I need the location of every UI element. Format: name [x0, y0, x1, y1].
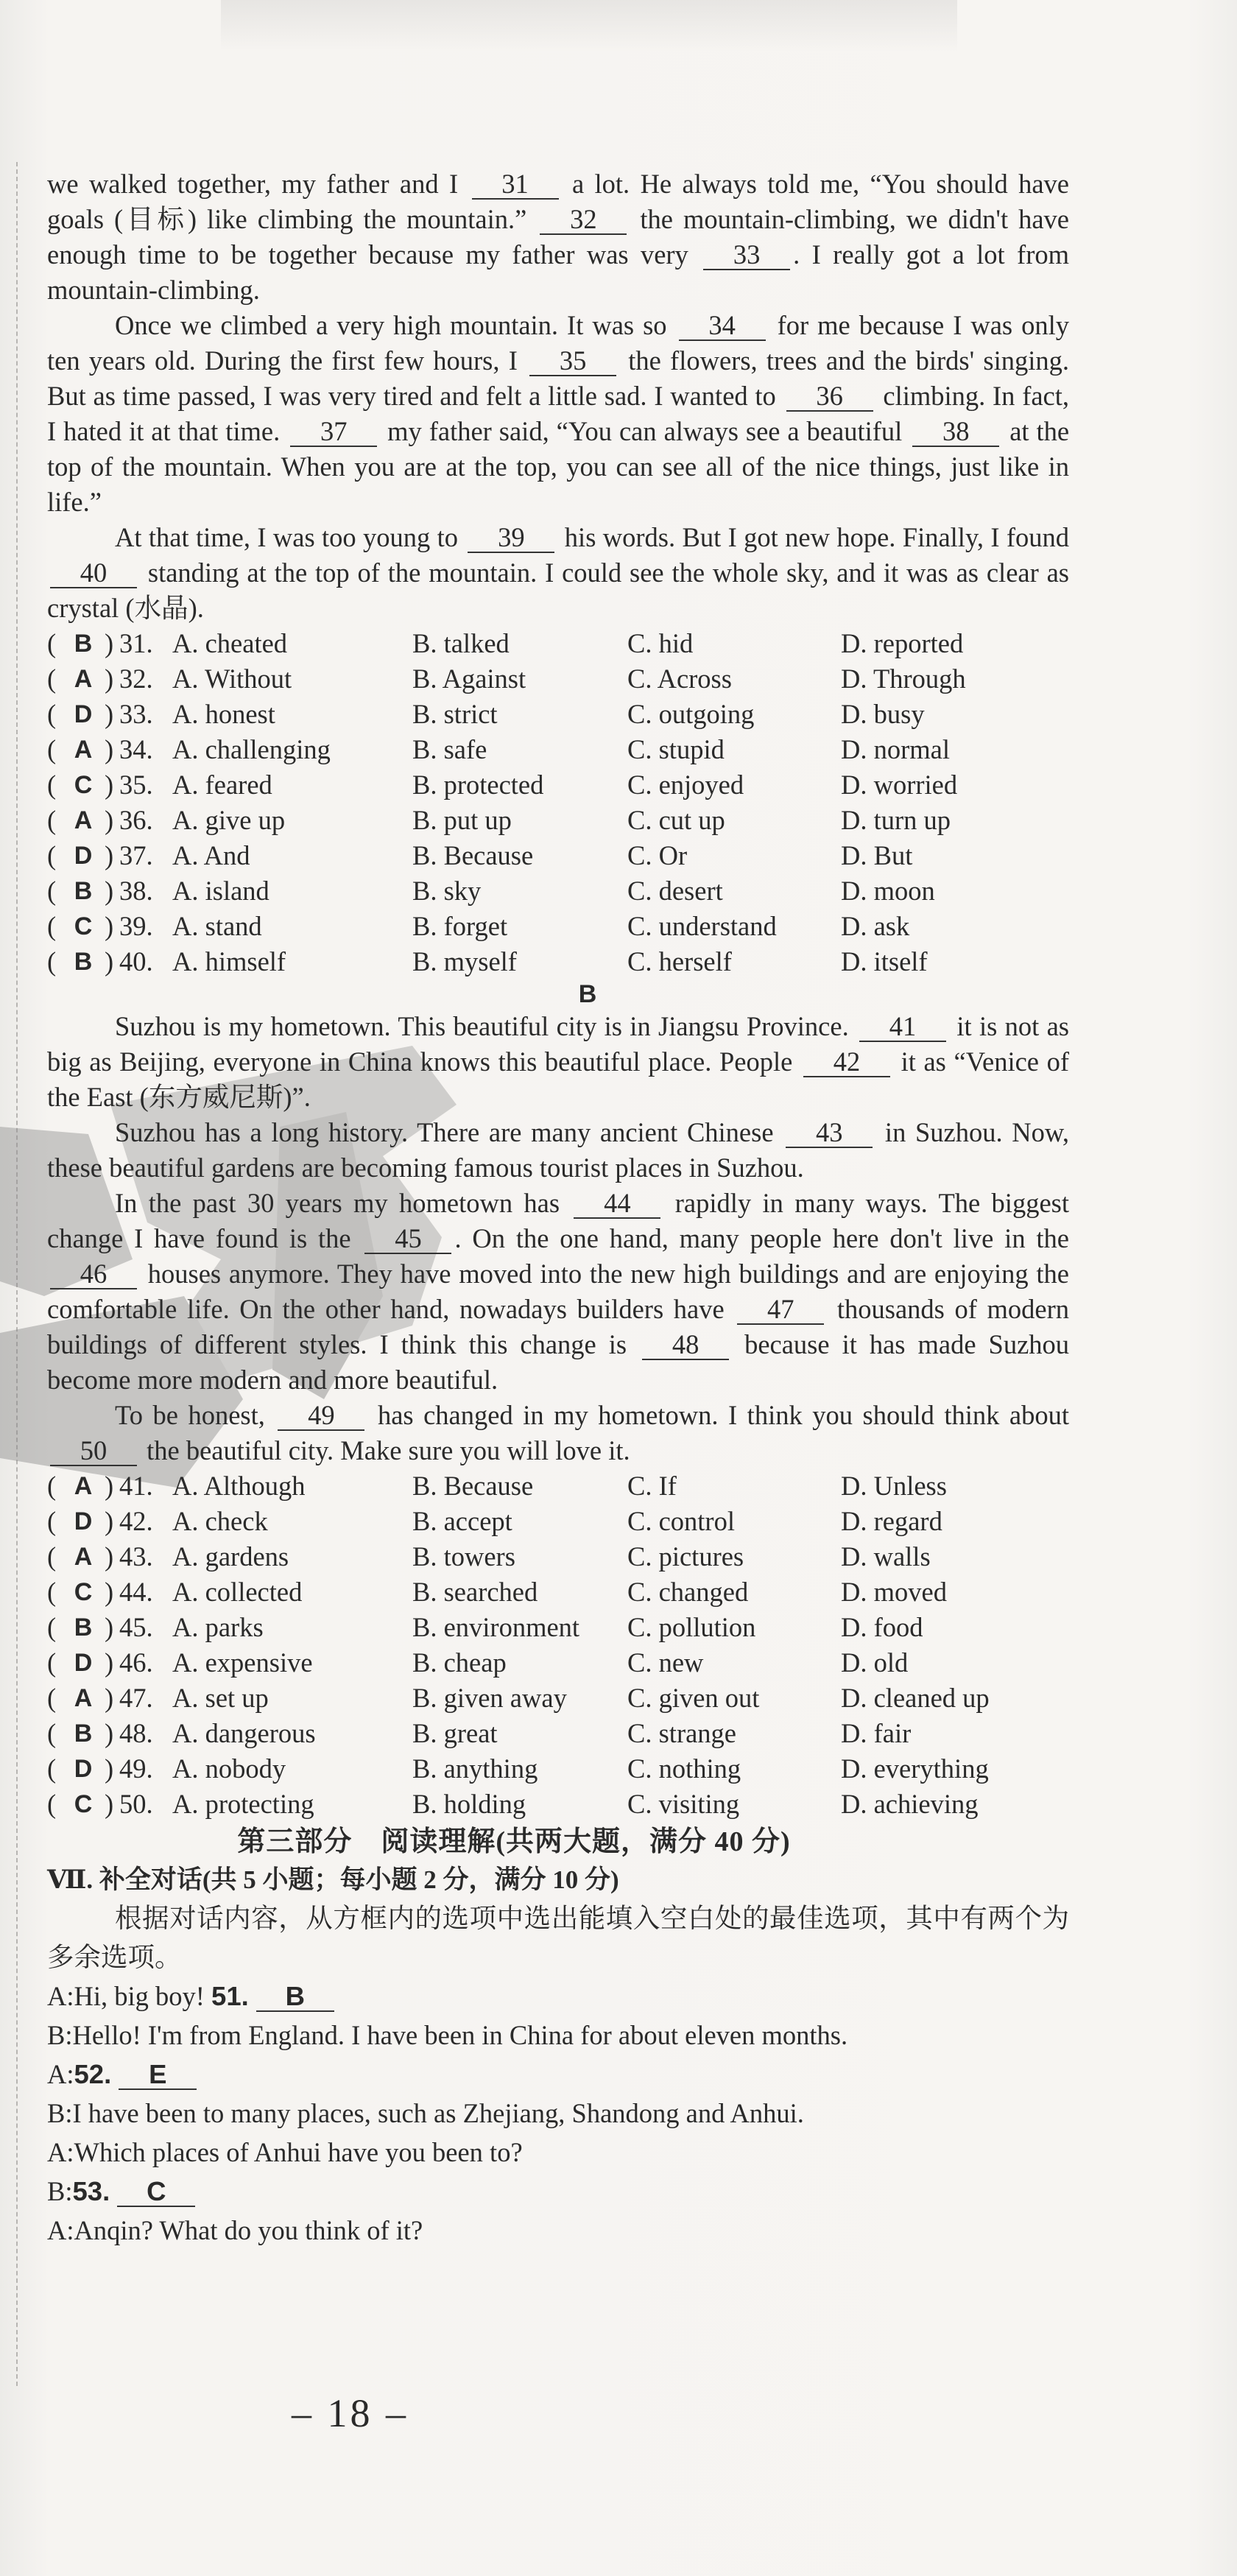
blank-45: 45 [364, 1225, 451, 1254]
question-number: 50. [119, 1789, 153, 1819]
option-row [47, 1716, 1069, 1751]
text-run: my father said, “You can always see a beautiful [387, 416, 903, 446]
option-d: D. old [841, 1647, 909, 1678]
answer-slot [47, 909, 172, 944]
question-number: 42. [119, 1506, 153, 1536]
text-run: it is not as big as Beijing, everyone in China knows this beautiful place. People [47, 1011, 1069, 1077]
blank-42: 42 [803, 1048, 890, 1077]
paren-open: ( [47, 1506, 57, 1536]
answer-letter: C [74, 771, 93, 799]
answer-letter: C [74, 912, 93, 940]
option-d: D. walls [841, 1541, 931, 1572]
paren-close: ) [105, 1506, 114, 1536]
option-c: C. outgoing [627, 699, 755, 729]
option-row [47, 944, 1069, 979]
answer-letter: A [74, 1543, 93, 1571]
answer-slot [47, 803, 172, 838]
option-a: A. check [172, 1506, 268, 1536]
paren-close: ) [105, 628, 114, 658]
blank-34: 34 [679, 312, 766, 341]
option-c: C. enjoyed [627, 770, 744, 800]
text-run: . On the one hand, many people here don't live in the [454, 1223, 1069, 1253]
question-number: 46. [119, 1647, 153, 1678]
option-d: D. busy [841, 699, 925, 729]
option-a: A. gardens [172, 1541, 289, 1572]
answer-slot [47, 1645, 172, 1681]
scan-shadow [221, 0, 957, 52]
paren-open: ( [47, 1647, 57, 1678]
paren-close: ) [105, 805, 114, 835]
option-c: C. stupid [627, 734, 725, 764]
answer-slot [47, 767, 172, 803]
answer-slot [47, 1539, 172, 1574]
option-c: C. nothing [627, 1753, 741, 1784]
question-number: 37. [119, 840, 153, 870]
exam-content [47, 166, 1069, 2250]
answer-letter: D [74, 1649, 93, 1677]
speaker: A: [47, 1981, 74, 2011]
blank-number: 52. [74, 2059, 112, 2089]
option-a: A. honest [172, 699, 275, 729]
option-d: D. cleaned up [841, 1683, 990, 1713]
paren-close: ) [105, 1577, 114, 1607]
option-d: D. moved [841, 1577, 947, 1607]
passage-b-paragraph-4 [47, 1398, 1069, 1468]
option-row [47, 803, 1069, 838]
paren-open: ( [47, 946, 57, 976]
paren-close: ) [105, 840, 114, 870]
dialogue-text: Anqin? What do you think of it? [74, 2215, 423, 2245]
blank-49: 49 [278, 1401, 364, 1431]
speaker: A: [47, 2215, 74, 2245]
speaker: A: [47, 2137, 74, 2167]
dialogue-line [47, 2094, 1069, 2133]
option-a: A. Without [172, 664, 292, 694]
option-c: C. herself [627, 946, 732, 976]
option-a: A. give up [172, 805, 286, 835]
blank-44: 44 [574, 1189, 660, 1219]
option-c: C. understand [627, 911, 777, 941]
option-d: D. food [841, 1612, 923, 1642]
paren-close: ) [105, 1789, 114, 1819]
paren-close: ) [105, 1718, 114, 1748]
dialogue-line [47, 2211, 1069, 2250]
page-number: – 18 – [292, 2391, 409, 2435]
option-b: B. accept [412, 1506, 512, 1536]
paren-open: ( [47, 734, 57, 764]
paren-close: ) [105, 734, 114, 764]
answer-letter: B [74, 1720, 93, 1748]
option-c: C. strange [627, 1718, 736, 1748]
option-b: B. protected [412, 770, 544, 800]
text-run: Suzhou is my hometown. This beautiful city is in Jiangsu Province. [115, 1011, 849, 1041]
option-row [47, 767, 1069, 803]
text-run: . I really got a lot from mountain-climbing. [47, 239, 1069, 305]
passage-a-paragraph-1 [47, 166, 1069, 308]
option-a: A. stand [172, 911, 262, 941]
answer-blank: C [117, 2178, 195, 2207]
dialogue-text: Hello! I'm from England. I have been in China for about eleven months. [72, 2020, 848, 2050]
answer-slot [47, 1681, 172, 1716]
blank-number: 51. [211, 1981, 249, 2011]
dialogue-text: I have been to many places, such as Zhejiang, Shandong and Anhui. [72, 2098, 804, 2128]
option-row [47, 626, 1069, 661]
blank-48: 48 [642, 1331, 729, 1360]
option-row [47, 1574, 1069, 1610]
option-row [47, 1539, 1069, 1574]
paren-open: ( [47, 1577, 57, 1607]
option-c: C. desert [627, 876, 723, 906]
option-d: D. turn up [841, 805, 951, 835]
text-run: the mountain-climbing, we didn't have enough time to be together because my father was very [47, 204, 1070, 270]
option-b: B. cheap [412, 1647, 507, 1678]
option-c: C. new [627, 1647, 704, 1678]
option-d: D. Unless [841, 1471, 947, 1501]
text-run: thousands of modern buildings of different styles. I think this change is [47, 1294, 1070, 1359]
option-a: A. set up [172, 1683, 269, 1713]
dialogue-line [47, 2172, 1069, 2211]
option-d: D. ask [841, 911, 910, 941]
answer-slot [47, 1468, 172, 1504]
option-row [47, 909, 1069, 944]
text-run: it as “Venice of the East (东方威尼斯)”. [47, 1046, 1070, 1112]
option-row [47, 1751, 1069, 1787]
option-d: D. worried [841, 770, 958, 800]
question-number: 49. [119, 1753, 153, 1784]
text-run: his words. But I got new hope. Finally, I found [564, 522, 1069, 552]
option-row [47, 1681, 1069, 1716]
paren-close: ) [105, 946, 114, 976]
options-list-41-50 [47, 1468, 1069, 1822]
paren-open: ( [47, 699, 57, 729]
question-number: 38. [119, 876, 153, 906]
option-b: B. anything [412, 1753, 538, 1784]
option-b: B. forget [412, 911, 508, 941]
answer-letter: D [74, 842, 93, 870]
answer-letter: B [74, 630, 93, 658]
option-b: B. Against [412, 664, 526, 694]
question-number: 35. [119, 770, 153, 800]
option-b: B. safe [412, 734, 487, 764]
option-b: B. Because [412, 840, 534, 870]
paren-close: ) [105, 1683, 114, 1713]
blank-37: 37 [290, 418, 377, 447]
question-number: 39. [119, 911, 153, 941]
option-a: A. Although [172, 1471, 306, 1501]
text-run: has changed in my hometown. I think you should think about [377, 1400, 1069, 1430]
question-number: 43. [119, 1541, 153, 1572]
option-d: D. regard [841, 1506, 942, 1536]
option-c: C. pictures [627, 1541, 744, 1572]
option-c: C. pollution [627, 1612, 756, 1642]
options-list-31-40 [47, 626, 1069, 979]
blank-33: 33 [703, 241, 790, 270]
answer-letter: C [74, 1578, 93, 1606]
paren-close: ) [105, 770, 114, 800]
option-b: B. great [412, 1718, 498, 1748]
question-number: 34. [119, 734, 153, 764]
blank-36: 36 [786, 382, 873, 412]
paren-open: ( [47, 770, 57, 800]
option-c: C. given out [627, 1683, 760, 1713]
option-a: A. himself [172, 946, 286, 976]
text-run: a lot. He always told me, “You should have goals (目标) like climbing the mountain.” [47, 169, 1069, 234]
section-instruction: 根据对话内容，从方框内的选项中选出能填入空白处的最佳选项，其中有两个为多余选项。 [47, 1903, 1069, 1972]
passage-b-heading: B [578, 980, 597, 1008]
question-number: 36. [119, 805, 153, 835]
speaker: B: [47, 2098, 73, 2128]
blank-39: 39 [468, 524, 554, 553]
passage-b-paragraph-2 [47, 1115, 1069, 1186]
option-row [47, 697, 1069, 732]
option-row [47, 1645, 1069, 1681]
answer-letter: A [74, 806, 93, 834]
blank-35: 35 [529, 347, 616, 376]
answer-letter: D [74, 1755, 93, 1783]
text-run: houses anymore. They have moved into the new high buildings and are enjoying the comfortable life. On the other hand, nowadays builders have [47, 1259, 1069, 1324]
answer-slot [47, 697, 172, 732]
option-c: C. changed [627, 1577, 749, 1607]
paren-open: ( [47, 911, 57, 941]
answer-letter: A [74, 1684, 93, 1712]
dialogue [47, 1977, 1069, 2250]
blank-41: 41 [859, 1013, 946, 1042]
question-number: 45. [119, 1612, 153, 1642]
paren-close: ) [105, 1612, 114, 1642]
option-a: A. parks [172, 1612, 264, 1642]
paren-close: ) [105, 1753, 114, 1784]
option-row [47, 1468, 1069, 1504]
option-d: D. fair [841, 1718, 912, 1748]
answer-slot [47, 873, 172, 909]
answer-letter: A [74, 736, 93, 764]
option-row [47, 1787, 1069, 1822]
paren-open: ( [47, 628, 57, 658]
paren-open: ( [47, 876, 57, 906]
blank-38: 38 [912, 418, 999, 447]
option-row [47, 838, 1069, 873]
option-b: B. sky [412, 876, 482, 906]
option-c: C. visiting [627, 1789, 740, 1819]
answer-letter: D [74, 1507, 93, 1535]
dialogue-text: Which places of Anhui have you been to? [74, 2137, 523, 2167]
text-run: the beautiful city. Make sure you will love it. [147, 1435, 630, 1465]
dialogue-line [47, 2016, 1069, 2055]
option-row [47, 1610, 1069, 1645]
option-b: B. environment [412, 1612, 580, 1642]
answer-slot [47, 944, 172, 979]
option-b: B. talked [412, 628, 510, 658]
option-c: C. Or [627, 840, 688, 870]
answer-slot [47, 732, 172, 767]
option-a: A. collected [172, 1577, 303, 1607]
answer-letter: B [74, 877, 93, 905]
binding-fold-line [16, 162, 18, 2386]
option-row [47, 873, 1069, 909]
question-number: 48. [119, 1718, 153, 1748]
answer-slot [47, 1574, 172, 1610]
option-b: B. searched [412, 1577, 538, 1607]
paren-open: ( [47, 664, 57, 694]
option-b: B. given away [412, 1683, 567, 1713]
text-run: To be honest, [115, 1400, 265, 1430]
option-a: A. protecting [172, 1789, 314, 1819]
dialogue-text: Hi, big boy! [74, 1981, 205, 2011]
paren-open: ( [47, 840, 57, 870]
paren-close: ) [105, 699, 114, 729]
option-b: B. put up [412, 805, 512, 835]
speaker: B: [47, 2020, 73, 2050]
answer-slot [47, 1787, 172, 1822]
speaker: B: [47, 2176, 73, 2206]
option-b: B. Because [412, 1471, 534, 1501]
text-run: the flowers, trees and the birds' singing. But as time passed, I was very tired and felt a little sad. I wanted to [47, 345, 1070, 411]
option-row [47, 1504, 1069, 1539]
paren-open: ( [47, 1541, 57, 1572]
passage-b-paragraph-1 [47, 1009, 1069, 1115]
paren-close: ) [105, 911, 114, 941]
text-run: for me because I was only ten years old. During the first few hours, I [47, 310, 1070, 376]
passage-b-paragraph-3 [47, 1186, 1069, 1398]
option-d: D. reported [841, 628, 964, 658]
question-number: 31. [119, 628, 153, 658]
option-row [47, 732, 1069, 767]
paren-open: ( [47, 1683, 57, 1713]
option-c: C. control [627, 1506, 735, 1536]
option-d: D. Through [841, 664, 966, 694]
paren-open: ( [47, 1789, 57, 1819]
text-run: In the past 30 years my hometown has [115, 1188, 560, 1218]
paren-close: ) [105, 1541, 114, 1572]
answer-letter: A [74, 665, 93, 693]
section-seven-title: Ⅶ. 补全对话(共 5 小题；每小题 2 分，满分 10 分) [47, 1865, 619, 1894]
option-a: A. dangerous [172, 1718, 316, 1748]
paren-open: ( [47, 805, 57, 835]
paren-open: ( [47, 1753, 57, 1784]
answer-blank: E [119, 2061, 197, 2090]
option-a: A. cheated [172, 628, 288, 658]
answer-slot [47, 626, 172, 661]
option-b: B. myself [412, 946, 517, 976]
option-d: D. But [841, 840, 913, 870]
text-run: standing at the top of the mountain. I could see the whole sky, and it was as clear as crystal (水晶). [47, 557, 1070, 623]
option-d: D. everything [841, 1753, 989, 1784]
dialogue-line [47, 2055, 1069, 2094]
answer-slot [47, 1610, 172, 1645]
option-a: A. expensive [172, 1647, 313, 1678]
answer-letter: C [74, 1790, 93, 1818]
question-number: 32. [119, 664, 153, 694]
text-run: Suzhou has a long history. There are many ancient Chinese [115, 1117, 774, 1147]
paren-open: ( [47, 1718, 57, 1748]
option-b: B. strict [412, 699, 498, 729]
text-run: in Suzhou. Now, these beautiful gardens are becoming famous tourist places in Suzhou. [47, 1117, 1070, 1183]
question-number: 33. [119, 699, 153, 729]
answer-slot [47, 1751, 172, 1787]
question-number: 41. [119, 1471, 153, 1501]
option-a: A. feared [172, 770, 272, 800]
option-row [47, 661, 1069, 697]
option-c: C. cut up [627, 805, 725, 835]
dialogue-line [47, 1977, 1069, 2016]
option-a: A. nobody [172, 1753, 286, 1784]
paren-open: ( [47, 1612, 57, 1642]
answer-letter: B [74, 948, 93, 976]
answer-slot [47, 1504, 172, 1539]
blank-47: 47 [737, 1295, 824, 1325]
blank-31: 31 [472, 170, 559, 200]
option-a: A. island [172, 876, 269, 906]
answer-slot [47, 661, 172, 697]
answer-blank: B [256, 1982, 334, 2012]
text-run: at the top of the mountain. When you are at the top, you can see all of the nice things, just like in life.” [47, 416, 1070, 517]
paren-close: ) [105, 876, 114, 906]
option-b: B. holding [412, 1789, 526, 1819]
option-b: B. towers [412, 1541, 515, 1572]
option-c: C. Across [627, 664, 732, 694]
paren-close: ) [105, 664, 114, 694]
blank-32: 32 [540, 205, 627, 235]
text-run: we walked together, my father and I [47, 169, 459, 199]
blank-40: 40 [50, 559, 137, 588]
blank-46: 46 [50, 1260, 137, 1289]
passage-a-paragraph-2 [47, 308, 1069, 520]
part-three-title: 第三部分 阅读理解(共两大题，满分 40 分) [237, 1826, 791, 1857]
question-number: 44. [119, 1577, 153, 1607]
option-d: D. itself [841, 946, 928, 976]
blank-43: 43 [786, 1119, 873, 1148]
answer-letter: A [74, 1472, 93, 1500]
blank-number: 53. [72, 2176, 110, 2206]
text-run: climbing. In fact, I hated it at that time. [47, 381, 1070, 446]
blank-50: 50 [50, 1437, 137, 1466]
answer-slot [47, 838, 172, 873]
paren-close: ) [105, 1471, 114, 1501]
paren-open: ( [47, 1471, 57, 1501]
text-run: rapidly in many ways. The biggest change I have found is the [47, 1188, 1069, 1253]
option-c: C. If [627, 1471, 677, 1501]
text-run: At that time, I was too young to [115, 522, 459, 552]
speaker: A: [47, 2059, 74, 2089]
answer-letter: D [74, 700, 93, 728]
paren-close: ) [105, 1647, 114, 1678]
answer-letter: B [74, 1613, 93, 1641]
dialogue-line [47, 2133, 1069, 2172]
option-a: A. And [172, 840, 250, 870]
option-d: D. achieving [841, 1789, 979, 1819]
text-run: Once we climbed a very high mountain. It was so [115, 310, 667, 340]
answer-slot [47, 1716, 172, 1751]
option-d: D. moon [841, 876, 935, 906]
option-a: A. challenging [172, 734, 331, 764]
option-d: D. normal [841, 734, 950, 764]
question-number: 47. [119, 1683, 153, 1713]
text-run: because it has made Suzhou become more modern and more beautiful. [47, 1329, 1070, 1395]
option-c: C. hid [627, 628, 694, 658]
question-number: 40. [119, 946, 153, 976]
passage-a-paragraph-3 [47, 520, 1069, 626]
